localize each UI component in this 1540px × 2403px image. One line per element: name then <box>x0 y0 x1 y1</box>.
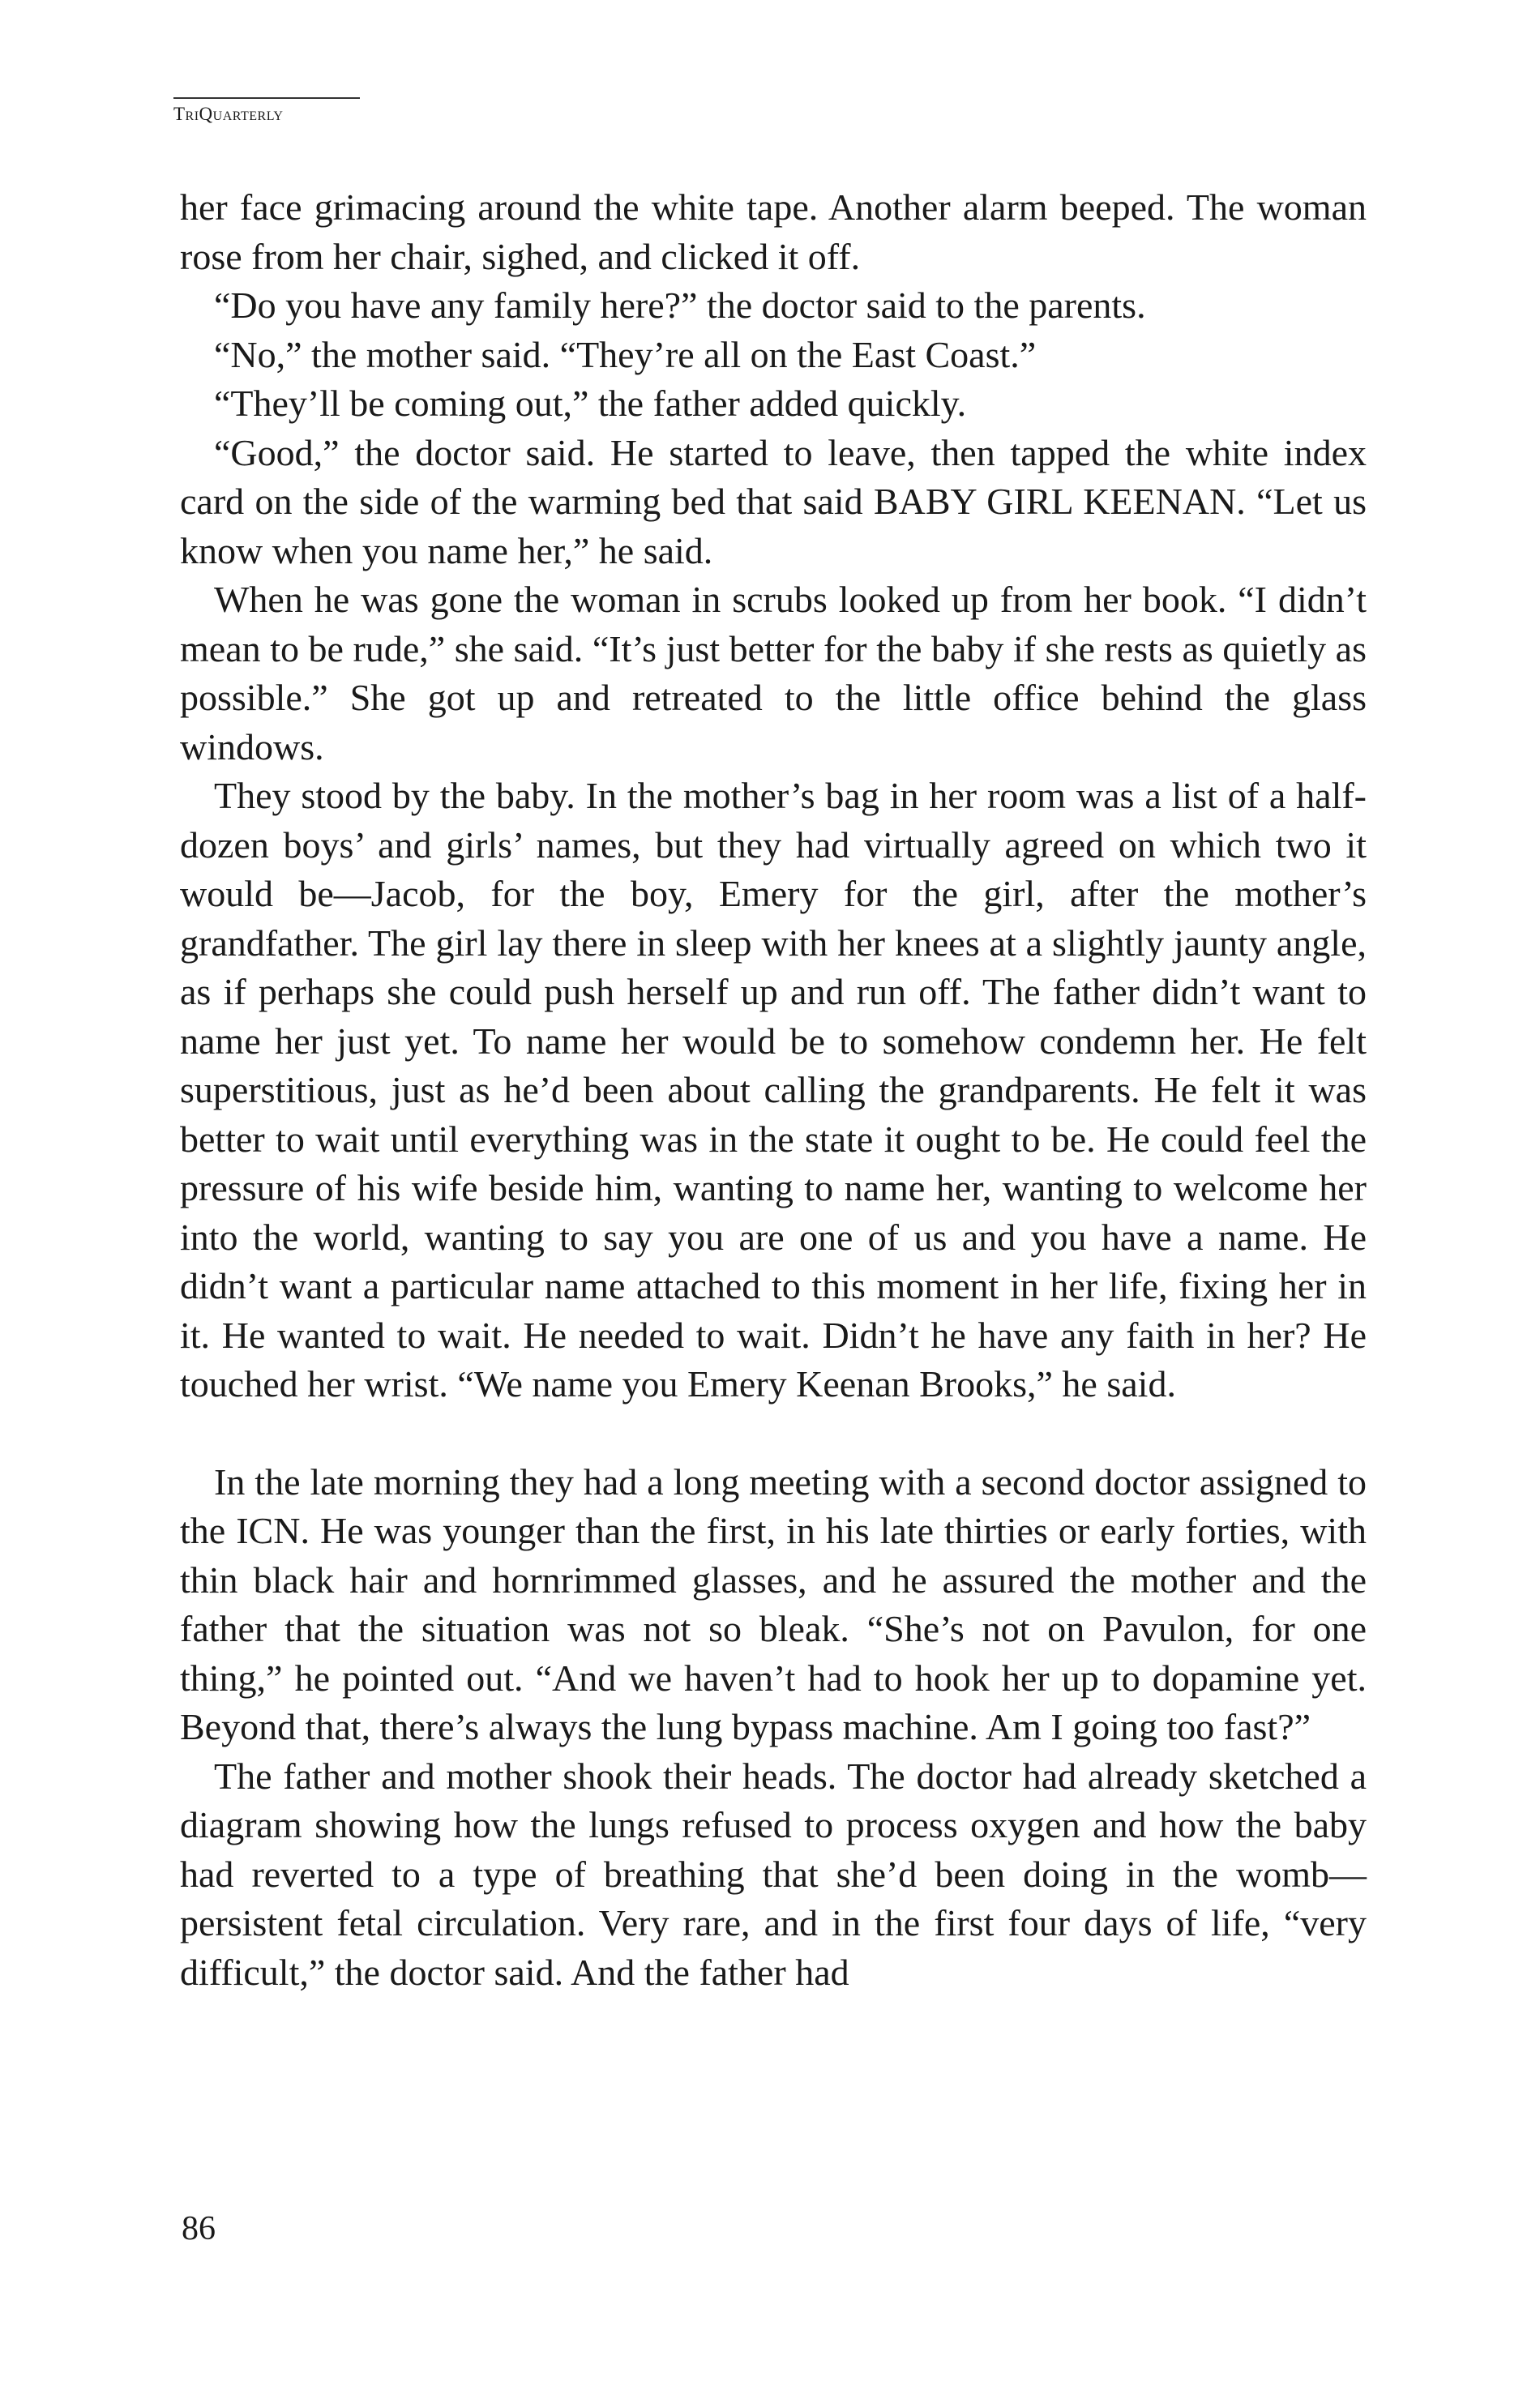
running-head: TriQuarterly <box>173 97 360 125</box>
page-number: 86 <box>182 2210 216 2247</box>
paragraph: her face grimacing around the white tape. Another alarm beeped. The woman rose from her chair, sighed, and clicked it off. <box>180 186 1367 277</box>
body-text <box>180 183 1367 1997</box>
paragraph: The father and mother shook their heads. The doctor had already sketched a diagram showing how the lungs refused to process oxygen and how the baby had reverted to a type of breathing that she’d been doing in the womb—persistent fetal circulation. Very rare, and in the first four days of life, “very difficult,” the doctor said. And the father had <box>180 1755 1367 1993</box>
paragraph: “They’ll be coming out,” the father added quickly. <box>214 383 967 424</box>
paragraph: In the late morning they had a long meeting with a second doctor assigned to the ICN. He was younger than the first, in his late thirties or early forties, with thin black hair and hornrimmed glasses, and he assured the mother and the father that the situation was not so bleak. “She’s not on Pavulon, for one thing,” he pointed out. “And we haven’t had to hook her up to dopamine yet. Beyond that, there’s always the lung bypass machine. Am I going too fast?” <box>180 1460 1367 1747</box>
paragraph: When he was gone the woman in scrubs looked up from her book. “I didn’t mean to be rude,” she said. “It’s just better for the baby if she rests as quietly as possible.” She got up and retreated to the little office behind the glass windows. <box>180 579 1367 768</box>
paragraph: “Do you have any family here?” the doctor said to the parents. <box>214 284 1146 326</box>
paragraph: They stood by the baby. In the mother’s bag in her room was a list of a half-dozen boys’ and girls’ names, but they had virtually agreed on which two it would be—Jacob, for the boy, Emery for the girl, after the mother’s grandfather. The girl lay there in sleep with her knees at a slightly jaunty angle, as if perhaps she could push herself up and run off. The father didn’t want to name her just yet. To name her would be to somehow condemn her. He felt superstitious, just as he’d been about calling the grandparents. He felt it was better to wait until everything was in the state it ought to be. He could feel the pressure of his wife beside him, wanting to name her, wanting to welcome her into the world, wanting to say you are one of us and you have a name. He didn’t want a particular name attached to this moment in her life, fixing her in it. He wanted to wait. He needed to wait. Didn’t he have any faith in her? He touched her wrist. “We name you Emery Keenan Brooks,” he said. <box>180 775 1367 1405</box>
paragraph: “Good,” the doctor said. He started to leave, then tapped the white index card on the side of the warming bed that said BABY GIRL KEENAN. “Let us know when you name her,” he said. <box>180 431 1367 571</box>
section-break <box>180 1409 1367 1458</box>
paragraph: “No,” the mother said. “They’re all on the East Coast.” <box>214 333 1037 375</box>
